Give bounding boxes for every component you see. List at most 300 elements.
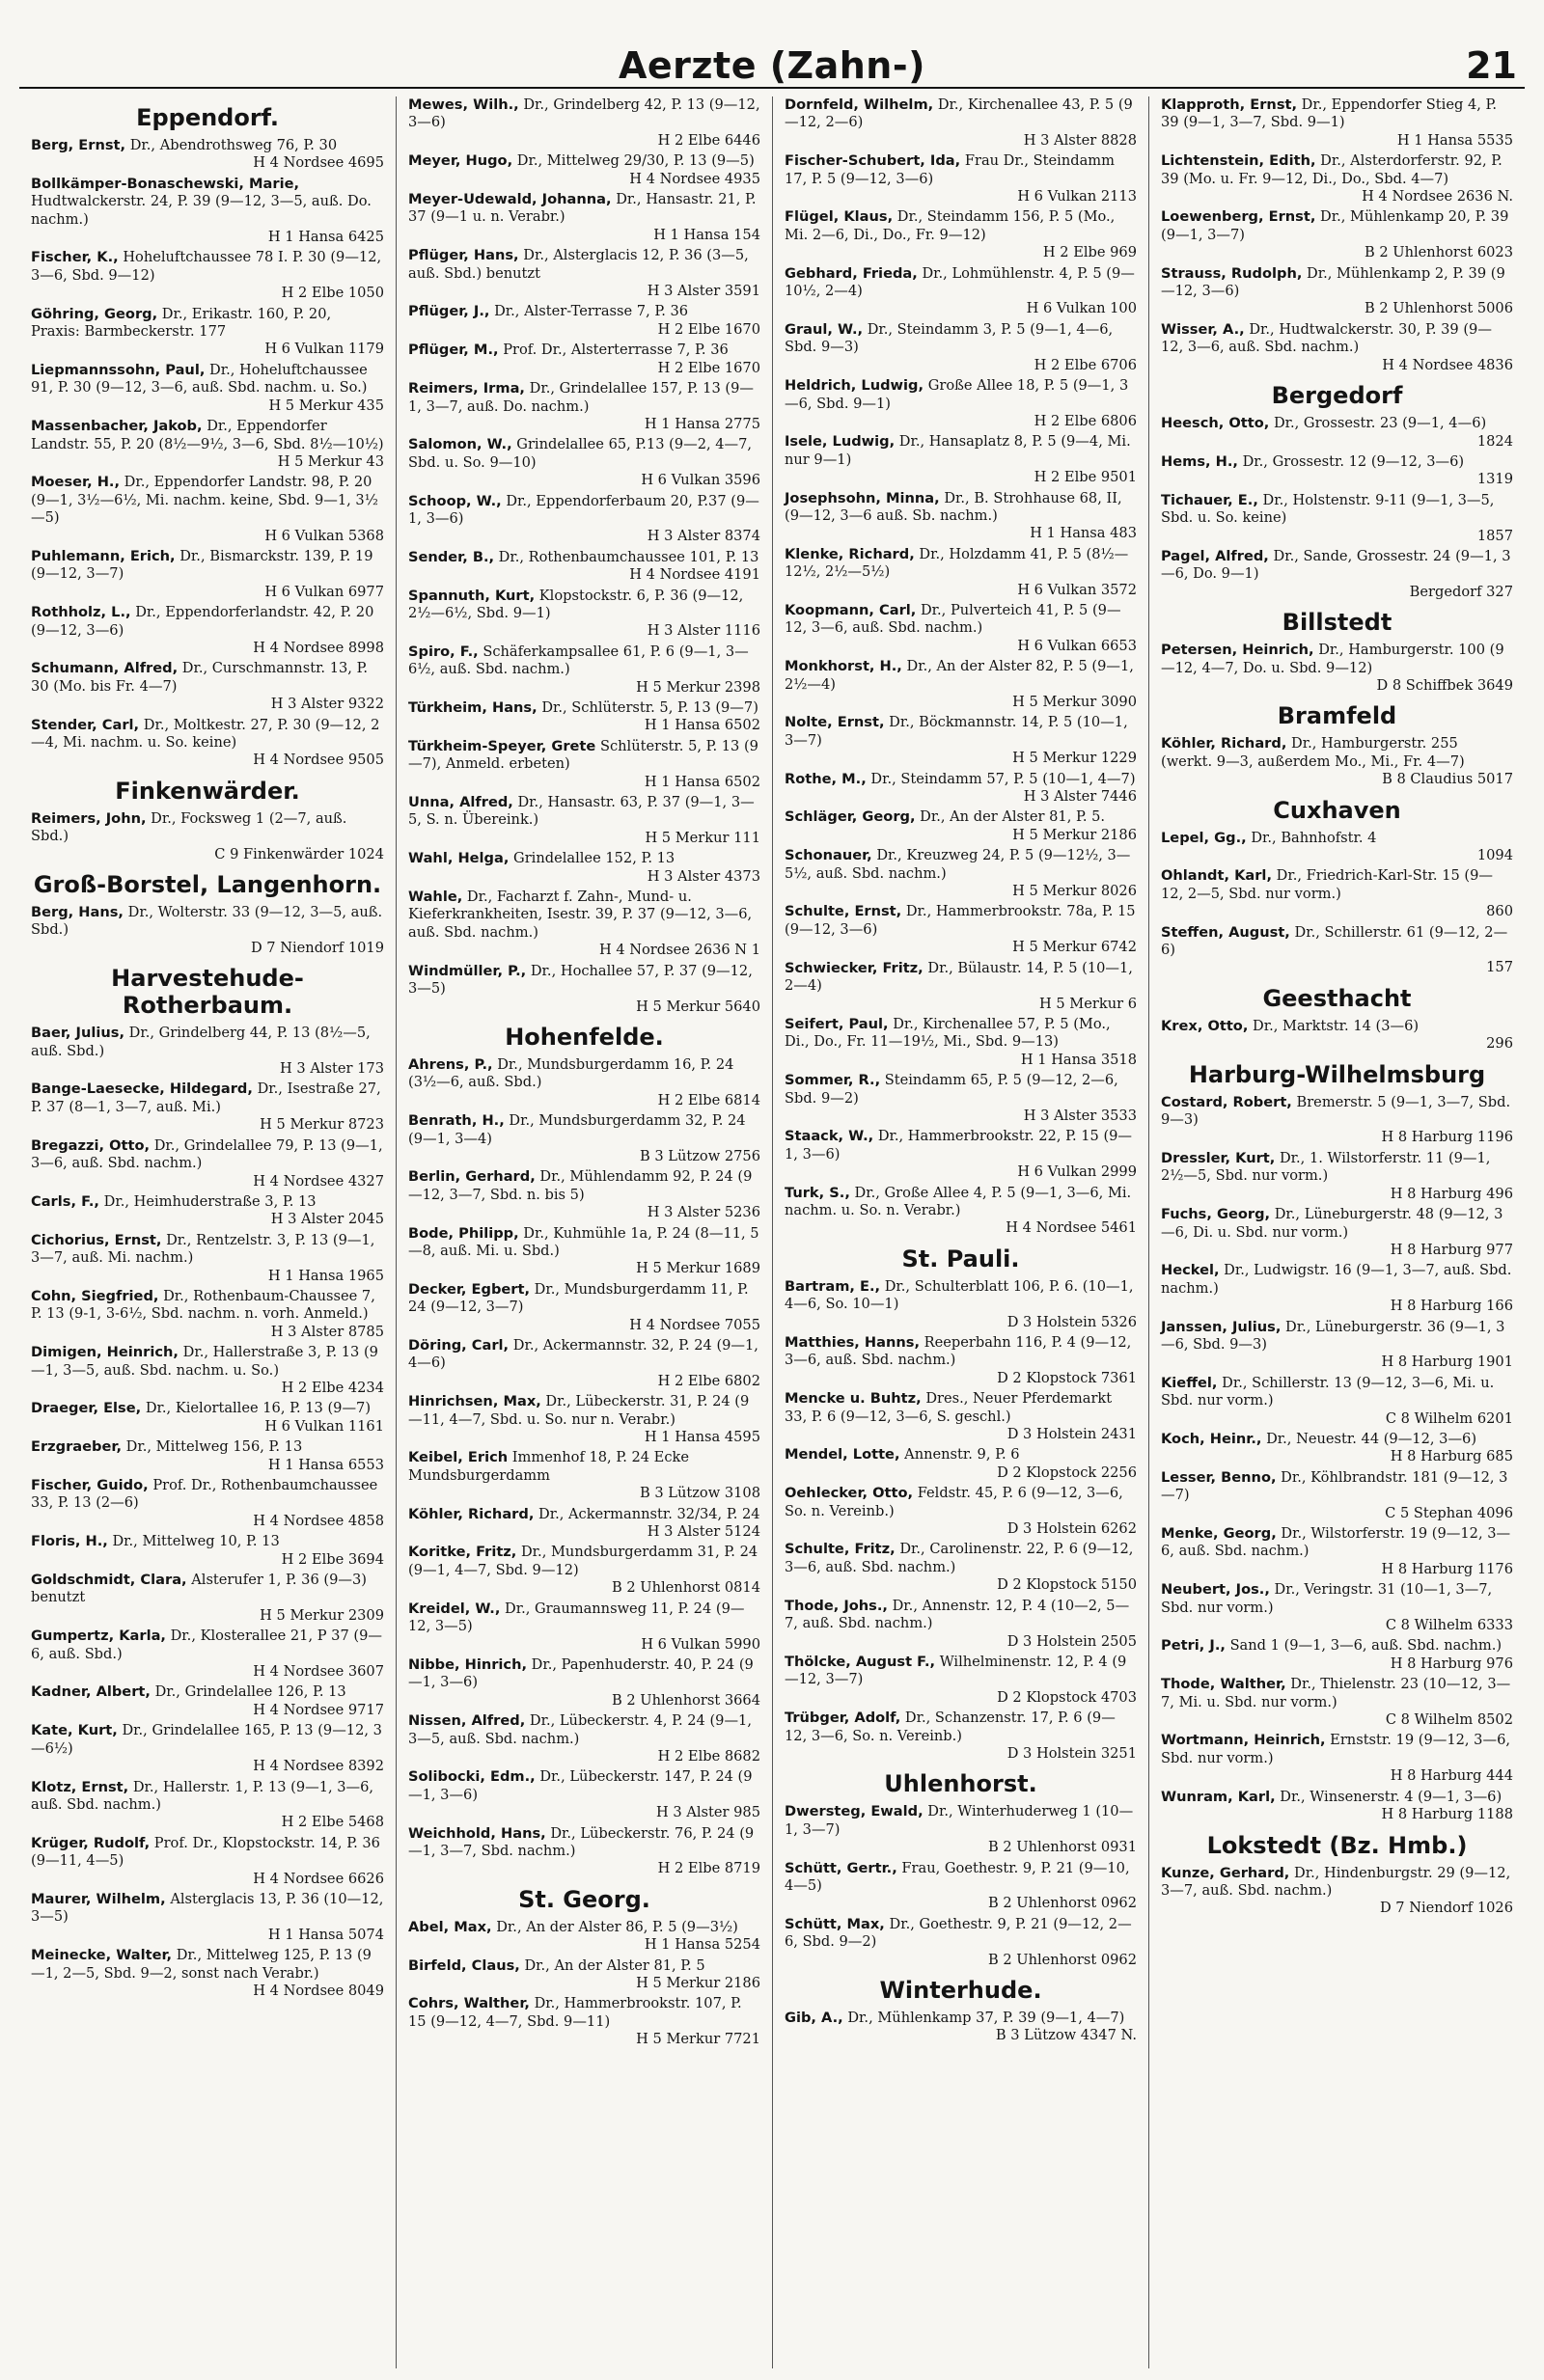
entry-details: Dr., Wilstorferstr. 19 (9—12, 3—6, auß. Sbd. nachm.)	[1161, 1525, 1511, 1560]
entry-name: Matthies, Hanns,	[785, 1334, 920, 1351]
directory-entry	[1161, 492, 1513, 545]
directory-entry	[408, 1957, 760, 1993]
entry-details: Annenstr. 9, P. 6	[904, 1446, 1020, 1464]
entry-name: Pagel, Alfred,	[1161, 547, 1269, 564]
entry-phone: H 4 Nordsee 9505	[253, 752, 384, 769]
entry-phone: H 1 Hansa 6553	[267, 1456, 384, 1473]
directory-entry	[408, 1600, 760, 1654]
entry-phone: H 5 Merkur 2186	[1012, 826, 1137, 843]
entry-phone: D 2 Klopstock 2256	[997, 1464, 1137, 1481]
entry-phone: H 3 Alster 7446	[1023, 788, 1137, 806]
entry-phone: B 2 Uhlenhorst 3664	[612, 1691, 760, 1709]
entry-phone: H 5 Merkur 8026	[1012, 883, 1137, 900]
entry-name: Reimers, John,	[31, 809, 147, 827]
entry-name: Moeser, H.,	[31, 474, 121, 491]
directory-entry	[785, 1072, 1137, 1125]
entry-phone: C 8 Wilhelm 6333	[1385, 1617, 1513, 1634]
directory-entry	[1161, 415, 1513, 451]
directory-entry	[785, 1016, 1137, 1069]
entry-phone: H 8 Harburg 1188	[1381, 1806, 1513, 1823]
directory-entry	[1161, 924, 1513, 977]
directory-entry	[785, 714, 1137, 767]
directory-entry	[31, 1025, 384, 1078]
entry-phone: H 6 Vulkan 5368	[264, 527, 384, 544]
entry-details: Dr., Rothenbaum-Chaussee 7, P. 13 (9-1, 3-6½, Sbd. nachm. n. vorh. Anmeld.)	[31, 1287, 375, 1323]
entry-phone: H 5 Merkur 2309	[260, 1606, 384, 1624]
directory-entry	[1161, 1375, 1513, 1428]
entry-phone: D 2 Klopstock 5150	[997, 1576, 1137, 1594]
entry-phone: H 3 Alster 3591	[647, 283, 760, 300]
entry-details: Dr., Hochallee 57, P. 37 (9—12, 3—5)	[408, 962, 753, 998]
entry-details: Feldstr. 45, P. 6 (9—12, 3—6, So. n. Vereinb.)	[785, 1485, 1123, 1519]
directory-entry	[785, 1541, 1137, 1594]
directory-entry	[31, 137, 384, 173]
entry-details: Dr., Steindamm 156, P. 5 (Mo., Mi. 2—6, Di., Do., Fr. 9—12)	[785, 208, 1116, 243]
entry-phone: H 1 Hansa 483	[1030, 525, 1137, 542]
directory-entry	[1161, 1469, 1513, 1522]
directory-entry	[785, 2010, 1137, 2045]
directory-entry	[408, 342, 760, 377]
entry-details: Dr., Köhlbrandstr. 181 (9—12, 3—7)	[1161, 1468, 1508, 1504]
district-heading: Uhlenhorst.	[884, 1770, 1037, 1798]
entry-phone: H 6 Vulkan 1179	[264, 341, 384, 358]
entry-details: Bremerstr. 5 (9—1, 3—7, Sbd. 9—3)	[1161, 1093, 1511, 1129]
entry-details: Prof. Dr., Klopstockstr. 14, P. 36 (9—11, 4—5)	[31, 1834, 380, 1870]
entry-name: Schumann, Alfred,	[31, 660, 179, 677]
entry-name: Floris, H.,	[31, 1533, 108, 1550]
entry-phone: D 3 Holstein 3251	[1006, 1744, 1137, 1762]
district-heading: Cuxhaven	[1273, 796, 1401, 824]
entry-phone: 296	[1486, 1035, 1513, 1053]
entry-name: Wahl, Helga,	[408, 850, 510, 867]
entry-name: Stender, Carl,	[31, 716, 140, 733]
entry-name: Krex, Otto,	[1161, 1017, 1249, 1034]
directory-entry	[31, 717, 384, 770]
directory-entry	[785, 808, 1137, 844]
entry-name: Wunram, Karl,	[1161, 1788, 1276, 1805]
directory-entry	[1161, 735, 1513, 788]
entry-details: Schlüterstr. 5, P. 13 (9—7), Anmeld. erbeten)	[408, 737, 758, 773]
directory-entry	[408, 794, 760, 847]
entry-details: Dr., Kielortallee 16, P. 13 (9—7)	[145, 1400, 372, 1417]
directory-entry	[408, 1995, 760, 2048]
directory-entry	[408, 963, 760, 1016]
entry-name: Carls, F.,	[31, 1192, 99, 1210]
page-number: 21	[1466, 44, 1517, 87]
entry-details: Dr., An der Alster 86, P. 5 (9—3½)	[496, 1918, 738, 1935]
entry-details: Dr., Grindelallee 157, P. 13 (9—1, 3—7, auß. Do. nachm.)	[408, 380, 754, 415]
entry-phone: H 1 Hansa 5074	[267, 1926, 384, 1943]
entry-name: Schütt, Max,	[785, 1915, 885, 1932]
entry-phone: H 2 Elbe 1050	[281, 285, 384, 302]
entry-phone: H 5 Merkur 435	[268, 397, 384, 414]
entry-name: Keibel, Erich	[408, 1449, 509, 1466]
entry-details: Dr., Mittelweg 29/30, P. 13 (9—5)	[516, 152, 755, 170]
district-heading: Billstedt	[1282, 609, 1392, 637]
entry-details: Dr., Rothenbaumchaussee 101, P. 13	[498, 548, 759, 565]
entry-name: Erzgraeber,	[31, 1438, 122, 1456]
entry-phone: H 5 Merkur 3090	[1012, 694, 1137, 710]
directory-entry	[31, 1477, 384, 1530]
directory-entry	[785, 1446, 1137, 1482]
entry-phone: B 2 Uhlenhorst 0962	[988, 1895, 1137, 1912]
entry-details: Dr., Bismarckstr. 139, P. 19 (9—12, 3—7)	[31, 547, 373, 583]
entry-details: Dr., Mundsburgerdamm 31, P. 24 (9—1, 4—7, Sbd. 9—12)	[408, 1544, 758, 1578]
entry-phone: H 8 Harburg 496	[1390, 1185, 1513, 1202]
directory-entry	[1161, 321, 1513, 374]
directory-entry	[31, 306, 384, 359]
entry-name: Heesch, Otto,	[1161, 415, 1270, 432]
entry-details: Dr., Eppendorferbaum 20, P.37 (9—1, 3—6)	[408, 492, 759, 527]
entry-phone: H 2 Elbe 6446	[657, 131, 760, 149]
entry-details: Dr., Mühlenkamp 2, P. 39 (9—12, 3—6)	[1161, 264, 1505, 300]
entry-phone: H 1 Hansa 3518	[1020, 1051, 1137, 1068]
entry-details: Dres., Neuer Pferdemarkt 33, P. 6 (9—12, 3—6, S. geschl.)	[785, 1390, 1113, 1425]
directory-entry	[408, 152, 760, 188]
page-title: Aerzte (Zahn-)	[618, 44, 925, 87]
entry-details: Dr., Marktstr. 14 (3—6)	[1253, 1017, 1420, 1034]
entry-phone: H 1 Hansa 6502	[644, 773, 760, 790]
entry-phone: B 2 Uhlenhorst 6023	[1365, 244, 1513, 261]
entry-name: Windmüller, P.,	[408, 962, 527, 979]
directory-entry	[785, 1185, 1137, 1238]
entry-details: Dr., Mittelweg 156, P. 13	[125, 1438, 303, 1456]
entry-details: Alsterufer 1, P. 36 (9—3) benutzt	[31, 1572, 367, 1606]
entry-details: Dr., Hallerstr. 1, P. 13 (9—1, 3—6, auß. Sbd. nachm.)	[31, 1778, 374, 1813]
entry-details: Dr., Steindamm 3, P. 5 (9—1, 4—6, Sbd. 9—3)	[785, 320, 1114, 356]
directory-entry	[1161, 1262, 1513, 1315]
directory-entry	[785, 903, 1137, 956]
entry-details: Dr., Mundsburgerdamm 11, P. 24 (9—12, 3—7)	[408, 1280, 749, 1316]
entry-details: Dr., Hudtwalckerstr. 30, P. 39 (9—12, 3—6, auß. Sbd. nachm.)	[1161, 320, 1492, 356]
entry-details: Dr., Schillerstr. 13 (9—12, 3—6, Mi. u. Sbd. nur vorm.)	[1161, 1374, 1495, 1409]
entry-phone: H 8 Harburg 444	[1390, 1767, 1513, 1785]
entry-details: Dr., Bülaustr. 14, P. 5 (10—1, 2—4)	[785, 959, 1133, 995]
entry-name: Ohlandt, Karl,	[1161, 867, 1272, 885]
entry-name: Bollkämper-Bonaschewski, Marie,	[31, 175, 300, 192]
district-heading: Geesthacht	[1262, 984, 1412, 1012]
entry-phone: H 5 Merkur 1229	[1012, 750, 1137, 767]
directory-entry	[785, 771, 1137, 807]
entry-name: Solibocki, Edm.,	[408, 1768, 536, 1786]
entry-details: Dr., Schanzenstr. 17, P. 6 (9—12, 3—6, So. n. Vereinb.)	[785, 1710, 1116, 1744]
entry-phone: 1094	[1476, 847, 1513, 863]
entry-name: Salomon, W.,	[408, 436, 512, 453]
entry-phone: D 3 Holstein 2505	[1006, 1632, 1137, 1650]
directory-entry	[785, 1916, 1137, 1969]
entry-phone: H 2 Elbe 5468	[281, 1814, 384, 1831]
district-heading: St. Pauli.	[901, 1245, 1020, 1272]
entry-phone: H 2 Elbe 8719	[657, 1860, 760, 1877]
entry-phone: H 3 Alster 4373	[647, 867, 760, 885]
entry-details: Dr., Ludwigstr. 16 (9—1, 3—7, auß. Sbd. nachm.)	[1161, 1262, 1512, 1297]
entry-name: Wisser, A.,	[1161, 320, 1245, 338]
directory-entry	[31, 1344, 384, 1397]
entry-details: Dr., Mittelweg 10, P. 13	[112, 1533, 280, 1550]
entry-name: Dimigen, Heinrich,	[31, 1344, 179, 1361]
entry-details: Alsterglacis 13, P. 36 (10—12, 3—5)	[31, 1890, 384, 1926]
entry-phone: H 8 Harburg 977	[1390, 1241, 1513, 1258]
directory-entry	[785, 1128, 1137, 1181]
entry-name: Göhring, Georg,	[31, 305, 158, 322]
entry-phone: H 8 Harburg 1176	[1381, 1560, 1513, 1577]
directory-entry	[408, 1768, 760, 1821]
directory-entry	[31, 904, 384, 957]
entry-phone: H 4 Nordsee 4695	[253, 154, 384, 172]
district-heading: Bergedorf	[1271, 382, 1403, 410]
entry-details: Dr., Hallerstraße 3, P. 13 (9—1, 3—5, auß. Sbd. nachm. u. So.)	[31, 1344, 378, 1379]
entry-name: Kadner, Albert,	[31, 1683, 151, 1701]
entry-details: Dr., Lohmühlenstr. 4, P. 5 (9—10½, 2—4)	[785, 264, 1135, 300]
directory-entry	[785, 1654, 1137, 1707]
entry-name: Oehlecker, Otto,	[785, 1485, 914, 1502]
entry-name: Gib, A.,	[785, 2010, 843, 2026]
directory-entry	[408, 1544, 760, 1597]
entry-name: Abel, Max,	[408, 1918, 492, 1935]
entry-details: Dr., Ackermannstr. 32, P. 24 (9—1, 4—6)	[408, 1337, 758, 1372]
entry-name: Massenbacher, Jakob,	[31, 418, 203, 435]
entry-details: Dr., Pulverteich 41, P. 5 (9—12, 3—6, auß. Sbd. nachm.)	[785, 601, 1121, 637]
entry-phone: H 5 Merkur 5640	[636, 998, 760, 1015]
entry-details: Dr., Alster-Terrasse 7, P. 36	[494, 303, 689, 320]
directory-entry	[31, 362, 384, 415]
directory-entry	[1161, 1676, 1513, 1729]
entry-details: Dr., Neuestr. 44 (9—12, 3—6)	[1266, 1430, 1477, 1447]
entry-phone: H 6 Vulkan 6653	[1017, 637, 1137, 654]
entry-phone: B 2 Uhlenhorst 0962	[988, 1951, 1137, 1968]
entry-phone: H 4 Nordsee 9717	[253, 1701, 384, 1718]
entry-name: Decker, Egbert,	[408, 1280, 531, 1298]
entry-details: Dr., Winsenerstr. 4 (9—1, 3—6)	[1280, 1788, 1503, 1805]
entry-details: Dr., Eppendorfer Landstr. 55, P. 20 (8½—9½, 3—6, Sbd. 8½—10½)	[31, 418, 384, 452]
entry-phone: 1824	[1476, 432, 1513, 450]
entry-details: Dr., Facharzt f. Zahn-, Mund- u. Kieferkrankheiten, Isestr. 39, P. 37 (9—12, 3—6, auß. Sbd. nachm.)	[408, 889, 753, 941]
entry-name: Berg, Ernst,	[31, 137, 126, 153]
entry-phone: H 2 Elbe 4234	[281, 1379, 384, 1396]
directory-columns	[19, 96, 1525, 2368]
entry-name: Schwiecker, Fritz,	[785, 959, 924, 976]
entry-name: Heckel,	[1161, 1262, 1220, 1279]
entry-details: Dr., Hansastr. 21, P. 37 (9—1 u. n. Verabr.)	[408, 191, 757, 226]
entry-phone: 860	[1486, 903, 1513, 920]
entry-phone: H 5 Merkur 7721	[636, 2031, 760, 2048]
directory-entry	[408, 549, 760, 585]
directory-entry	[408, 493, 760, 546]
directory-entry	[785, 1278, 1137, 1331]
entry-details: Dr., Grossestr. 23 (9—1, 4—6)	[1273, 415, 1487, 432]
district-heading: Bramfeld	[1277, 702, 1397, 730]
directory-entry	[785, 1485, 1137, 1538]
entry-phone: H 4 Nordsee 4836	[1382, 356, 1513, 373]
directory-entry	[408, 699, 760, 735]
directory-entry	[785, 152, 1137, 205]
entry-phone: 157	[1486, 959, 1513, 976]
directory-entry	[408, 1712, 760, 1765]
directory-entry	[1161, 642, 1513, 695]
directory-entry	[1161, 265, 1513, 318]
page-header	[19, 39, 1525, 89]
directory-entry	[1161, 1581, 1513, 1634]
entry-name: Hinrichsen, Max,	[408, 1393, 541, 1410]
entry-details: Dr., Isestraße 27, P. 37 (8—1, 3—7, auß. Mi.)	[31, 1081, 381, 1115]
entry-details: Dr., Mundsburgerdamm 16, P. 24 (3½—6, auß. Sbd.)	[408, 1055, 734, 1091]
entry-phone: H 2 Elbe 1670	[657, 320, 760, 338]
entry-phone: D 3 Holstein 2431	[1006, 1426, 1137, 1443]
entry-phone: H 4 Nordsee 4935	[629, 170, 760, 187]
entry-name: Petersen, Heinrich,	[1161, 642, 1314, 659]
entry-phone: H 3 Alster 5124	[647, 1523, 760, 1541]
entry-details: Dr., Klosterallee 21, P 37 (9—6, auß. Sbd.)	[31, 1628, 382, 1662]
entry-details: Dr., Große Allee 4, P. 5 (9—1, 3—6, Mi. nachm. u. So. n. Verabr.)	[785, 1184, 1132, 1218]
entry-name: Bartram, E.,	[785, 1277, 881, 1295]
entry-phone: H 4 Nordsee 6626	[253, 1870, 384, 1887]
entry-phone: H 1 Hansa 6425	[267, 229, 384, 246]
entry-name: Birfeld, Claus,	[408, 1956, 520, 1974]
directory-entry	[31, 548, 384, 601]
entry-name: Pflüger, J.,	[408, 303, 490, 320]
entry-name: Wortmann, Heinrich,	[1161, 1732, 1326, 1749]
entry-name: Strauss, Rudolph,	[1161, 264, 1303, 282]
directory-entry	[1161, 1525, 1513, 1578]
entry-details: Ernststr. 19 (9—12, 3—6, Sbd. nur vorm.)	[1161, 1732, 1510, 1766]
entry-details: Dr., Eppendorfer Landstr. 98, P. 20 (9—1, 3½—6½, Mi. nachm. keine, Sbd. 9—1, 3½—5)	[31, 474, 378, 527]
entry-details: Dr., An der Alster 81, P. 5.	[920, 808, 1106, 826]
entry-phone: B 2 Uhlenhorst 5006	[1365, 300, 1513, 317]
entry-name: Döring, Carl,	[408, 1337, 510, 1354]
directory-entry	[31, 1137, 384, 1190]
entry-details: Dr., Grossestr. 12 (9—12, 3—6)	[1242, 452, 1465, 470]
entry-name: Liepmannssohn, Paul,	[31, 361, 206, 378]
district-heading: Lokstedt (Bz. Hmb.)	[1206, 1831, 1468, 1859]
entry-phone: D 2 Klopstock 4703	[997, 1688, 1137, 1706]
entry-name: Ahrens, P.,	[408, 1055, 493, 1073]
entry-name: Berlin, Gerhard,	[408, 1168, 536, 1186]
entry-phone: H 6 Vulkan 3572	[1017, 581, 1137, 598]
entry-phone: H 6 Vulkan 2999	[1017, 1163, 1137, 1181]
entry-phone: H 6 Vulkan 6977	[264, 583, 384, 600]
entry-details: Dr., Hammerbrookstr. 107, P. 15 (9—12, 4—7, Sbd. 9—11)	[408, 1995, 742, 2030]
entry-phone: 1319	[1476, 471, 1513, 488]
entry-details: Dr., Mundsburgerdamm 32, P. 24 (9—1, 3—4)	[408, 1112, 746, 1147]
entry-phone: D 3 Holstein 5326	[1006, 1313, 1137, 1330]
entry-phone: H 5 Merkur 1689	[636, 1260, 760, 1277]
entry-details: Dr., Hoheluftchaussee 91, P. 30 (9—12, 3—6, auß. Sbd. nachm. u. So.)	[31, 361, 368, 397]
entry-details: Dr., 1. Wilstorferstr. 11 (9—1, 2½—5, Sbd. nur vorm.)	[1161, 1149, 1491, 1185]
entry-phone: H 2 Elbe 6806	[1034, 412, 1137, 429]
entry-name: Petri, J.,	[1161, 1637, 1226, 1655]
directory-entry	[31, 1288, 384, 1341]
entry-phone: H 2 Elbe 3694	[281, 1550, 384, 1568]
entry-name: Fischer-Schubert, Ida,	[785, 152, 961, 170]
entry-name: Türkheim-Speyer, Grete	[408, 737, 596, 754]
directory-entry	[408, 643, 760, 697]
entry-phone: B 3 Lützow 3108	[640, 1485, 760, 1502]
entry-details: Wilhelminenstr. 12, P. 4 (9—12, 3—7)	[785, 1653, 1127, 1688]
entry-phone: H 6 Vulkan 2113	[1017, 188, 1137, 205]
directory-entry	[408, 191, 760, 244]
entry-phone: H 4 Nordsee 4191	[629, 566, 760, 584]
directory-entry	[31, 1533, 384, 1569]
entry-name: Schoop, W.,	[408, 492, 502, 509]
district-heading: St. Georg.	[518, 1885, 650, 1913]
entry-details: Dr., Kirchenallee 57, P. 5 (Mo., Di., Do., Fr. 11—19½, Mi., Sbd. 9—13)	[785, 1015, 1111, 1051]
entry-details: Frau, Goethestr. 9, P. 21 (9—10, 4—5)	[785, 1859, 1130, 1894]
directory-entry	[31, 474, 384, 545]
entry-details: Große Allee 18, P. 5 (9—1, 3—6, Sbd. 9—1)	[785, 377, 1129, 412]
entry-phone: H 8 Harburg 685	[1390, 1448, 1513, 1465]
entry-details: Dr., Lübeckerstr. 31, P. 24 (9—11, 4—7, Sbd. u. So. nur n. Verabr.)	[408, 1393, 750, 1428]
entry-name: Draeger, Else,	[31, 1400, 142, 1417]
entry-phone: H 3 Alster 9322	[270, 696, 384, 713]
entry-name: Koch, Heinr.,	[1161, 1430, 1262, 1447]
entry-details: Dr., Sande, Grossestr. 24 (9—1, 3—6, Do. 9—1)	[1161, 547, 1511, 583]
entry-name: Tichauer, E.,	[1161, 491, 1258, 508]
entry-name: Berg, Hans,	[31, 904, 124, 921]
entry-details: Dr., Papenhuderstr. 40, P. 24 (9—1, 3—6)	[408, 1655, 754, 1691]
entry-name: Schläger, Georg,	[785, 808, 916, 826]
entry-name: Krüger, Rudolf,	[31, 1834, 151, 1851]
district-heading: Winterhude.	[879, 1977, 1042, 2004]
directory-entry	[1161, 548, 1513, 601]
entry-details: Dr., Grindelallee 165, P. 13 (9—12, 3—6½)	[31, 1722, 382, 1757]
directory-entry	[1161, 1789, 1513, 1824]
entry-details: Dr., Grindelberg 44, P. 13 (8½—5, auß. Sbd.)	[31, 1025, 371, 1059]
entry-phone: H 5 Merkur 43	[277, 452, 384, 470]
directory-entry	[785, 546, 1137, 599]
directory-entry	[31, 604, 384, 657]
directory-entry	[785, 658, 1137, 711]
entry-name: Loewenberg, Ernst,	[1161, 208, 1316, 226]
entry-details: Dr., Alsterglacis 12, P. 36 (3—5, auß. Sbd.) benutzt	[408, 247, 749, 282]
directory-entry	[408, 1825, 760, 1878]
entry-name: Koritke, Fritz,	[408, 1544, 517, 1561]
entry-phone: H 8 Harburg 1196	[1381, 1129, 1513, 1146]
entry-name: Bregazzi, Otto,	[31, 1136, 151, 1154]
directory-entry	[31, 1779, 384, 1832]
entry-name: Fischer, K.,	[31, 249, 119, 266]
entry-phone: H 4 Nordsee 5461	[1006, 1219, 1137, 1237]
entry-name: Weichhold, Hans,	[408, 1824, 546, 1842]
entry-phone: H 4 Nordsee 4327	[253, 1172, 384, 1190]
entry-name: Meinecke, Walter,	[31, 1947, 173, 1964]
entry-phone: H 3 Alster 5236	[647, 1204, 760, 1221]
entry-details: Dr., Schillerstr. 61 (9—12, 2—6)	[1161, 923, 1508, 959]
entry-name: Sender, B.,	[408, 548, 495, 565]
entry-name: Türkheim, Hans,	[408, 699, 538, 716]
directory-entry	[31, 418, 384, 471]
entry-details: Steindamm 65, P. 5 (9—12, 2—6, Sbd. 9—2)	[785, 1072, 1118, 1107]
entry-name: Sommer, R.,	[785, 1072, 881, 1089]
entry-phone: H 1 Hansa 154	[653, 226, 760, 243]
entry-details: Dr., B. Strohhause 68, II, (9—12, 3—6 auß. Sb. nachm.)	[785, 489, 1122, 524]
entry-name: Cichorius, Ernst,	[31, 1231, 162, 1248]
entry-phone: H 5 Merkur 2398	[636, 678, 760, 696]
directory-entry	[1161, 1150, 1513, 1203]
entry-details: Dr., Carolinenstr. 22, P. 6 (9—12, 3—6, auß. Sbd. nachm.)	[785, 1541, 1134, 1575]
entry-details: Dr., Steindamm 57, P. 5 (10—1, 4—7)	[870, 770, 1136, 787]
directory-entry	[1161, 208, 1513, 261]
entry-details: Dr., Thielenstr. 23 (10—12, 3—7, Mi. u. Sbd. nur vorm.)	[1161, 1676, 1511, 1710]
entry-phone: H 8 Harburg 166	[1390, 1298, 1513, 1315]
entry-name: Seifert, Paul,	[785, 1015, 889, 1032]
entry-phone: H 5 Merkur 111	[645, 829, 760, 846]
entry-phone: H 1 Hansa 6502	[644, 717, 760, 734]
entry-phone: H 2 Elbe 6706	[1034, 356, 1137, 373]
entry-details: Dr., Eppendorfer Stieg 4, P. 39 (9—1, 3—7, Sbd. 9—1)	[1161, 96, 1498, 131]
entry-details: Grindelallee 152, P. 13	[513, 850, 676, 867]
entry-name: Bode, Philipp,	[408, 1224, 519, 1242]
entry-name: Gumpertz, Karla,	[31, 1628, 166, 1645]
